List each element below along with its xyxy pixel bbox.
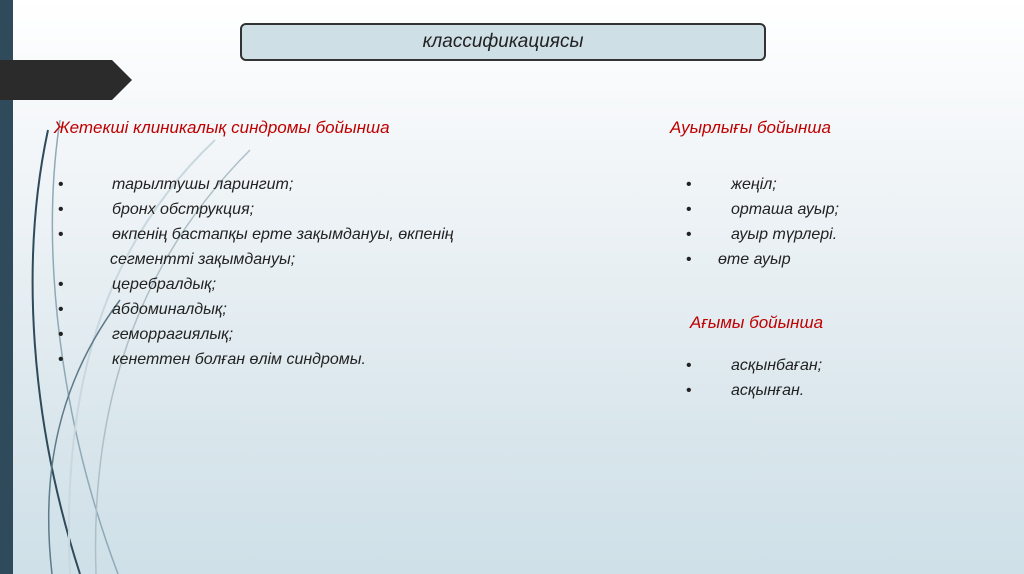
list-item: • асқынбаған; <box>686 357 823 374</box>
list-item: • ауыр түрлері. <box>686 226 838 243</box>
list-item: • өте ауыр <box>686 251 791 268</box>
list-item: • абдоминалдық; <box>58 301 227 318</box>
list-item-continuation: сегментті зақымдануы; <box>110 251 296 268</box>
list-item: • орташа ауыр; <box>686 201 839 218</box>
list-item: • өкпенің бастапқы ерте зақымдануы, өкпенің <box>58 226 454 243</box>
course-heading: Ағымы бойынша <box>690 313 824 332</box>
page-title: классификациясы <box>240 23 766 61</box>
list-item: • бронх обструкция; <box>58 201 255 218</box>
list-item: • кенеттен болған өлім синдромы. <box>58 351 366 368</box>
list-item: • геморрагиялық; <box>58 326 234 343</box>
list-item: • асқынған. <box>686 382 805 399</box>
syndrome-heading: Жетекші клиникалық синдромы бойынша <box>54 118 390 137</box>
list-item: • тарылтушы ларингит; <box>58 176 294 193</box>
syndrome-list <box>58 172 454 372</box>
severity-list <box>686 172 839 272</box>
course-list <box>686 353 822 403</box>
list-item: • жеңіл; <box>686 176 777 193</box>
severity-heading: Ауырлығы бойынша <box>670 118 831 137</box>
list-item: • церебралдық; <box>58 276 217 293</box>
